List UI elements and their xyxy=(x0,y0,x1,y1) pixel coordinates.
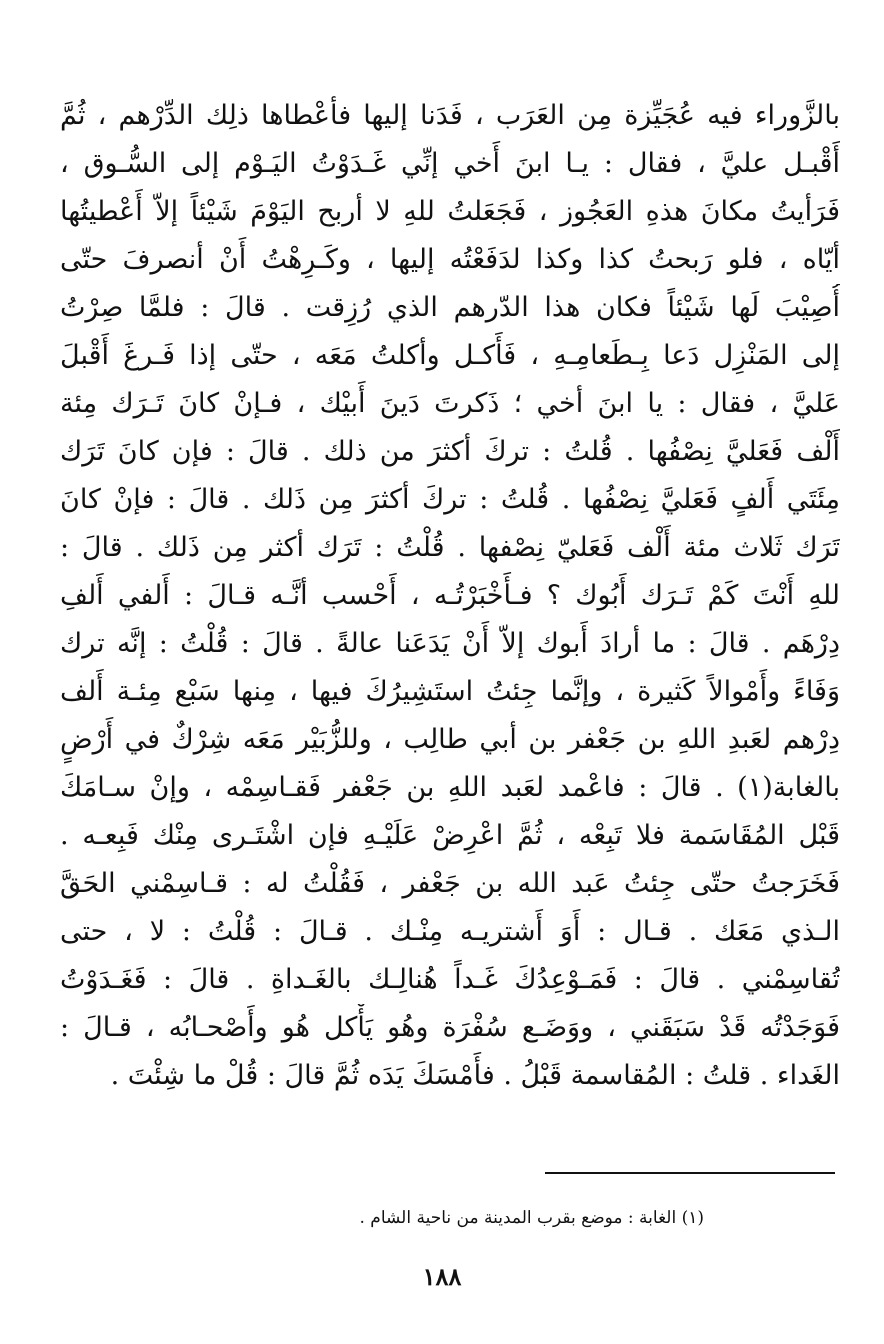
text-line: أُصِيْبَ لَها شَيْئاً فكان هذا الدّرهم الذي رُزِقت . قالَ : فلمَّا صِرْتُ xyxy=(60,292,840,323)
text-line: دِرْهم لعَبدِ اللهِ بن جَعْفر بن أبي طالِب ، وللزُّبَيْر مَعَه شِرْكٌ في أَرْضٍ xyxy=(60,724,840,755)
text-line: فَوَجَدْتُه قَدْ سَبَقَني ، ووَضَـع سُفْرَة وهُو يَأْكل هُو وأَصْحـابُه ، قـالَ : xyxy=(60,1012,840,1043)
text-line: تَرَك ثَلاث مئة أَلْف فَعَليّ نِصْفها . قُلْتُ : تَرَك أكثر مِن ذَلك . قالَ : xyxy=(60,532,840,563)
text-line: بالزَّوراء فيه عُجَيِّزة مِن العَرَب ، فَدَنا إليها فأعْطاها ذلِك الدِّرْهم ، ثُمَّ xyxy=(60,100,840,131)
text-line: الغَداء . قلتُ : المُقاسمة قَبْلُ . فأَمْسَكَ يَدَه ثُمَّ قالَ : قُلْ ما شِئْتَ . xyxy=(110,1060,840,1091)
main-text xyxy=(60,92,840,1100)
page-number: ١٨٨ xyxy=(422,1262,462,1291)
text-line: أَلْف فَعَليَّ نِصْفُها . قُلتُ : تركَ أكثرَ من ذلك . قالَ : فإن كانَ تَرَك xyxy=(60,436,840,467)
text-line: عَليَّ ، فقال : يا ابنَ أخي ؛ ذَكرتَ دَينَ أَبيْك ، فـإنْ كانَ تَـرَك مِئة xyxy=(60,388,840,419)
text-line: إلى المَنْزِل دَعا بِـطَعامِـهِ ، فَأَكـل وأكلتُ مَعَه ، حتّى إذا فَـرغَ أَقْبلَ xyxy=(60,340,840,371)
text-line: أَقْبـل عليَّ ، فقال : يـا ابنَ أَخي إنِّي غَـدَوْتُ اليَـوْم إلى السُّـوق ، xyxy=(60,148,840,179)
text-line: الـذي مَعَك . قـال : أَوَ أَشتريـه مِنْـك . قـالَ : قُلْتُ : لا ، حتى xyxy=(60,916,840,947)
text-line: قَبْل المُقَاسَمة فلا تَبِعْه ، ثُمَّ اعْرِضْ عَلَيْـهِ فإن اشْتَـرى مِنْك فَبِعـه . xyxy=(60,820,840,851)
text-line: فَخَرَجتُ حتّى جِئتُ عَبد الله بن جَعْفر ، فَقُلْتُ له : قـاسِمْني الحَقَّ xyxy=(60,868,840,899)
text-line: بالغابة(١) . قالَ : فاعْمد لعَبد اللهِ بن جَعْفر فَقـاسِمْه ، وإنْ سـامَكَ xyxy=(60,772,840,803)
text-line: فَرَأيتُ مكانَ هذهِ العَجُوز ، فَجَعَلتُ للهِ لا أربح اليَوْمَ شَيْئاً إلاّ أَعْطيتُها xyxy=(60,196,840,227)
text-line: تُقاسِمْني . قالَ : فَمَـوْعِدُكَ غَـداً هُنالِـك بالغَـداةِ . قالَ : فَغَـدَوْتُ xyxy=(60,964,840,995)
text-line: للهِ أَنْتَ كَمْ تَـرَك أَبُوك ؟ فـأَخْبَرْتُـه ، أَحْسب أنَّـه قـالَ : أَلفي أَلفِ xyxy=(60,580,840,611)
text-line: دِرْهَم . قالَ : ما أرادَ أَبوك إلاّ أَنْ يَدَعَنا عالةً . قالَ : قُلْتُ : إنَّه ترك xyxy=(60,628,840,659)
text-line: وَفَاءً وأَمْوالاً كَثيرة ، وإنَّما جِئتُ استَشِيرُكَ فيها ، مِنها سَبْع مِئـة أَلف xyxy=(60,676,840,707)
text-line: مِئَتَي أَلفٍ فَعَليَّ نِصْفُها . قُلتُ : تركَ أكثرَ مِن ذَلك . قالَ : فإنْ كانَ xyxy=(60,484,840,515)
footnote-divider xyxy=(545,1172,835,1174)
footnote: (١) الغابة : موضع بقرب المدينة من ناحية الشام . xyxy=(359,1208,704,1228)
text-line: أيّاه ، فلو رَبحتُ كذا وكذا لدَفَعْتُه إليها ، وكَـرِهْتُ أَنْ أنصرفَ حتّى xyxy=(60,244,840,275)
